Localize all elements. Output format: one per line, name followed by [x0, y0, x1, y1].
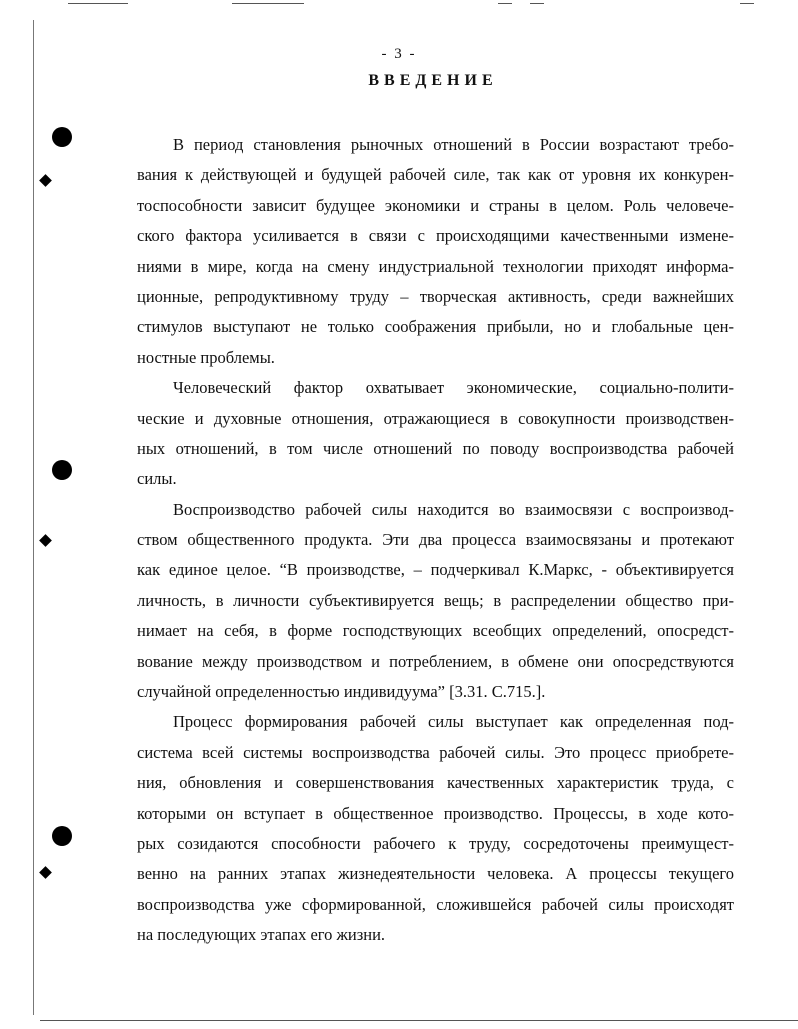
punch-hole: [52, 460, 72, 480]
text-line: случайной определенностью индивидуума” [3.31. С.715.].: [137, 682, 546, 702]
paragraph: [137, 495, 734, 708]
page-number: - 3 -: [381, 46, 417, 62]
text-line: венно на ранних этапах жизнедеятельности человека. А процессы текущего: [137, 864, 734, 884]
scan-left-edge: [33, 20, 34, 1015]
paragraph: [137, 373, 734, 495]
text-line: ния, обновления и совершенствования качественных характеристик труда, с: [137, 773, 734, 793]
scan-edge-line: [68, 3, 128, 4]
scan-edge-line: [498, 3, 512, 4]
binding-mark: [39, 534, 52, 547]
scan-bottom-edge: [40, 1020, 798, 1021]
text-line: В период становления рыночных отношений в России возрастают требо-: [173, 135, 734, 154]
body-text: [137, 130, 734, 951]
text-line: Человеческий фактор охватывает экономические, социально-полити-: [173, 378, 734, 398]
text-line: система всей системы воспроизводства рабочей силы. Это процесс приобрете-: [137, 742, 734, 762]
text-line: воспроизводства уже сформированной, сложившейся рабочей силы происходят: [137, 894, 734, 914]
text-line: вование между производством и потреблением, в обмене они опосредствуются: [137, 651, 734, 671]
text-line: ниями в мире, когда на смену индустриальной технологии приходят информа-: [137, 256, 734, 276]
text-line: как единое целое. “В производстве, – подчеркивал К.Маркс, - объективируется: [137, 560, 734, 580]
paragraph: [137, 707, 734, 950]
text-line: стимулов выступают не только соображения прибыли, но и глобальные цен-: [137, 317, 734, 337]
text-line: ционные, репродуктивному труду – творческая активность, среди важнейших: [137, 286, 734, 306]
text-line: ностные проблемы.: [137, 347, 275, 367]
scan-edge-line: [530, 3, 544, 4]
punch-hole: [52, 826, 72, 846]
scan-edge-line: [740, 3, 754, 4]
punch-hole: [52, 127, 72, 147]
text-line: тоспособности зависит будущее экономики и страны в целом. Роль человече-: [137, 195, 734, 215]
text-line: Процесс формирования рабочей силы выступает как определенная под-: [173, 712, 734, 732]
text-line: Воспроизводство рабочей силы находится во взаимосвязи с воспроизвод-: [173, 499, 734, 519]
text-line: ных отношений, в том числе отношений по поводу воспроизводства рабочей: [137, 438, 734, 458]
text-line: рых созидаются способности рабочего к труду, сосредоточены преимущест-: [137, 833, 734, 853]
text-line: ством общественного продукта. Эти два процесса взаимосвязаны и протекают: [137, 530, 734, 550]
scan-edge-line: [232, 3, 304, 4]
paragraph: [137, 130, 734, 373]
page-title: ВВЕДЕНИЕ: [368, 72, 498, 89]
text-line: вания к действующей и будущей рабочей силе, так как от уровня их конкурен-: [137, 165, 734, 185]
text-line: на последующих этапах его жизни.: [137, 925, 386, 945]
text-line: силы.: [137, 469, 177, 489]
text-line: нимает на себя, в форме господствующих всеобщих определений, опосредст-: [137, 621, 734, 641]
binding-mark: [39, 866, 52, 879]
text-line: ческие и духовные отношения, отражающиеся в совокупности производствен-: [137, 408, 734, 428]
text-line: личность, в личности субъективируется вещь; в распределении общество при-: [137, 590, 734, 610]
text-line: которыми он вступает в общественное производство. Процессы, в ходе кото-: [137, 803, 734, 823]
text-line: ского фактора усиливается в связи с происходящими качественными измене-: [137, 226, 734, 246]
binding-mark: [39, 174, 52, 187]
